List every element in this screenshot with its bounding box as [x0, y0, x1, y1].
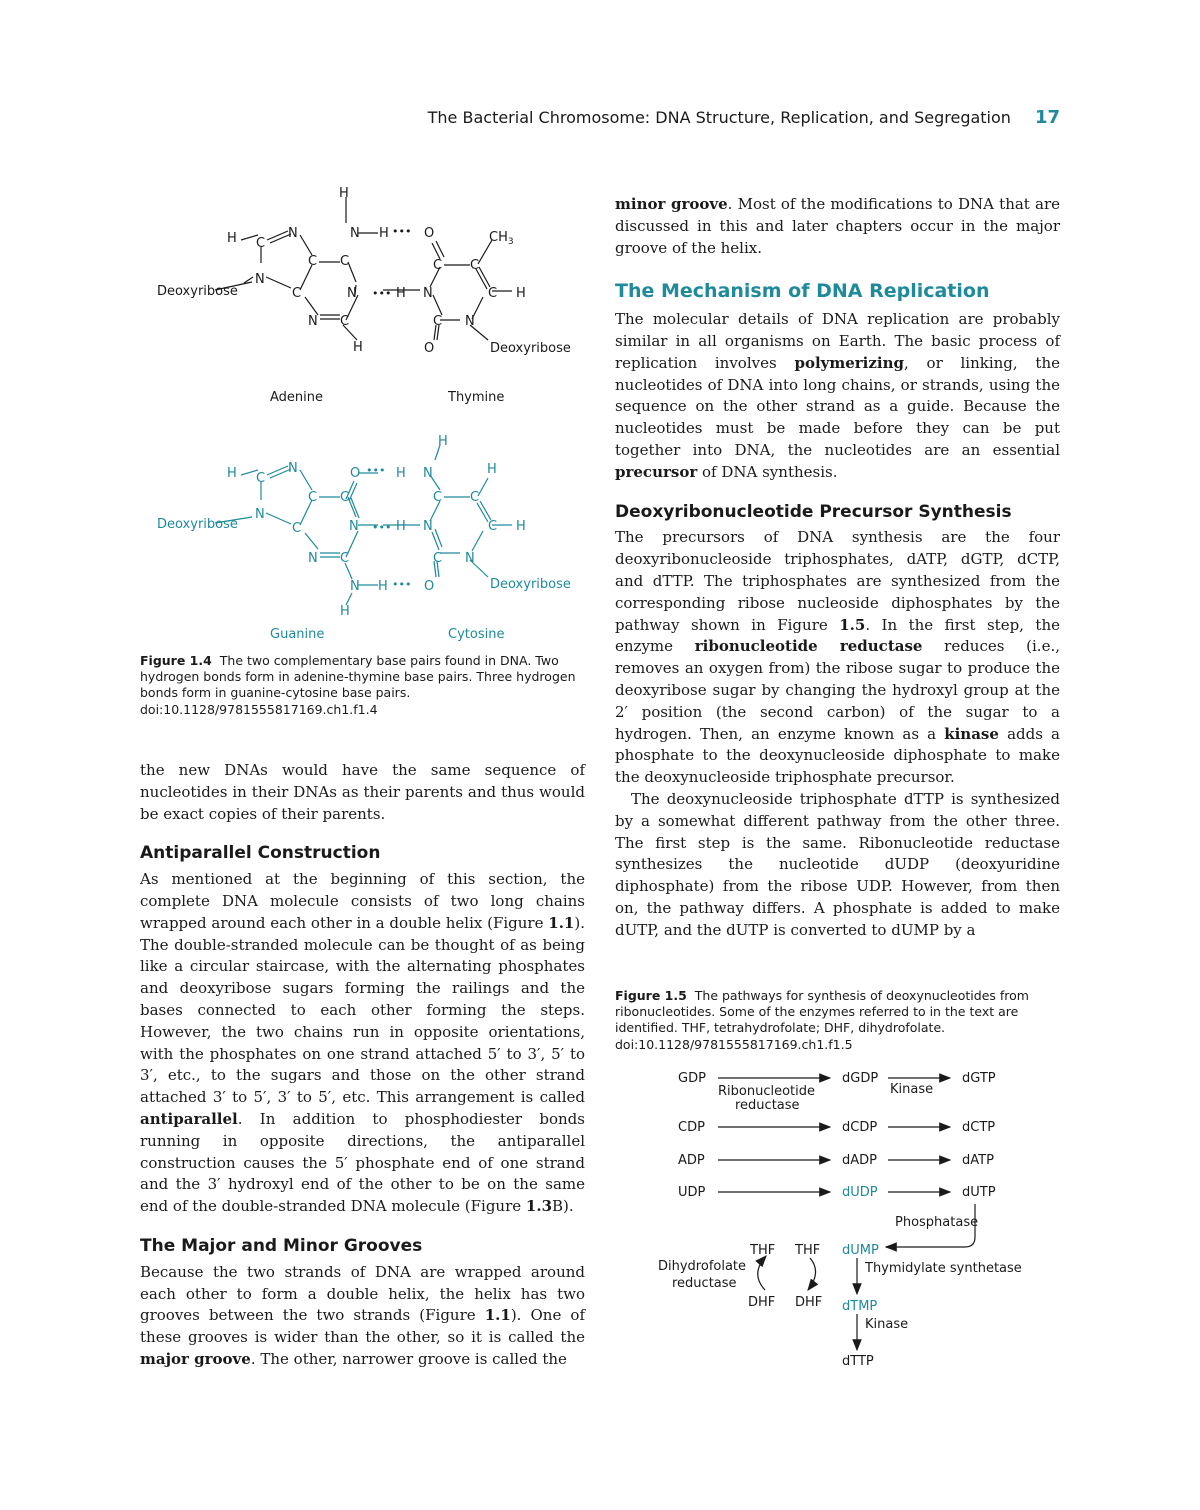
atom-h: H	[227, 466, 237, 481]
atom-n: N	[350, 579, 360, 594]
atom-h: H	[516, 286, 526, 301]
cdp-label: CDP	[678, 1120, 705, 1135]
enzyme-label: reductase	[735, 1098, 800, 1113]
atom-n: N	[465, 314, 475, 329]
caption-text: The two complementary base pairs found in DNA. Two hydrogen bonds form in adenine-thymine base pairs. Three hydrogen bonds form in guanine-cytosine base pairs.	[140, 653, 576, 701]
atom-n: N	[308, 551, 318, 566]
gdp-label: GDP	[678, 1071, 706, 1086]
enzyme-label: Thymidylate synthetase	[865, 1261, 1022, 1276]
figure-1-5-pathway	[640, 1062, 1060, 1372]
dtmp-label: dTMP	[842, 1299, 878, 1314]
enzyme-label: reductase	[672, 1276, 737, 1291]
atom-c: C	[488, 286, 498, 301]
paragraph: As mentioned at the beginning of this section, the complete DNA molecule consists of two long chains wrapped around each other in a double helix (Figure 1.1). The double-stranded molecule can be thought of as being like a circular staircase, with the alternating phosphates and deoxyribose sugars forming the railings and the bases connected to each other forming the steps. However, the two chains run in opposite orientations, with the phosphates on one strand attached 5′ to 3′, 5′ to 3′, etc., to the sugars and those on the other strand attached 3′ to 5′, 3′ to 5′, etc. This arrangement is called antiparallel. In addition to phosphodiester bonds running in opposite directions, the antiparallel construction causes the 5′ phosphate end of one strand and the 3′ hydroxyl end of the other to be on the same end of the double-stranded DNA molecule (Figure 1.3B).	[140, 870, 585, 1216]
atom-c: C	[433, 551, 443, 566]
atom-n: N	[255, 272, 265, 287]
atom-h: H	[378, 579, 388, 594]
figure-1-5-caption	[615, 988, 1060, 1053]
atom-ch3: $CH_3$	[489, 230, 514, 247]
atom-c: C	[308, 490, 318, 505]
datp-label: dATP	[962, 1153, 994, 1168]
thf-label: THF	[795, 1243, 821, 1258]
hbond-dots: •••	[372, 287, 392, 300]
hbond-dots: •••	[392, 578, 412, 591]
atom-o: O	[424, 579, 435, 594]
deoxyribose-label: Deoxyribose	[490, 577, 571, 592]
atom-c: C	[256, 471, 266, 486]
adenine-label: Adenine	[270, 390, 324, 405]
at-atoms	[157, 186, 571, 405]
section-heading: Deoxyribonucleotide Precursor Synthesis	[615, 501, 1012, 522]
paragraph: The precursors of DNA synthesis are the four deoxyribonucleoside triphosphates, dATP, dGTP, dCTP, and dTTP. The triphosphates are synthesized from the corresponding ribose nucleoside diphosphates by the pathway shown in Figure 1.5. In the first step, the enzyme ribonucleotide reductase reduces (i.e., removes an oxygen from) the ribose sugar to produce the deoxyribose sugar by changing the hydroxyl group at the 2′ position (the second carbon) of the sugar to a hydrogen. Then, an enzyme known as a kinase adds a phosphate to the deoxynucleoside diphosphate to make the deoxynucleoside triphosphate precursor.	[615, 528, 1060, 787]
enzyme-label: Phosphatase	[895, 1215, 979, 1230]
caption-doi: doi:10.1128/9781555817169.ch1.f1.4	[140, 701, 378, 717]
atom-n: N	[465, 551, 475, 566]
enzyme-label: Dihydrofolate	[658, 1259, 747, 1274]
udp-label: UDP	[678, 1185, 706, 1200]
atom-h: H	[396, 466, 406, 481]
atom-c: C	[488, 519, 498, 534]
running-title: The Bacterial Chromosome: DNA Structure, Replication, and Segregation	[427, 107, 1011, 127]
enzyme-label: Kinase	[865, 1317, 909, 1332]
atom-c: C	[340, 551, 350, 566]
paragraph: The molecular details of DNA replication are probably similar in all organisms on Earth. The basic process of replication involves polymerizing, or linking, the nucleotides of DNA into long chains, or strands, using the sequence on the other strand as a guide. Because the nucleotides must be made before they can be put together into DNA, the nucleotides are an essential precursor of DNA synthesis.	[615, 310, 1061, 481]
atom-n: N	[308, 314, 318, 329]
figure-label: Figure 1.4	[140, 653, 212, 668]
atom-h: H	[396, 286, 406, 301]
dctp-label: dCTP	[962, 1120, 996, 1135]
dhf-label: DHF	[748, 1295, 776, 1310]
paragraph: minor groove. Most of the modifications to DNA that are discussed in this and later chapters occur in the major groove of the helix.	[615, 195, 1060, 257]
atom-o: O	[424, 341, 435, 356]
atom-n: N	[423, 466, 433, 481]
atom-h: H	[340, 604, 350, 619]
atom-c: C	[433, 314, 443, 329]
left-column	[140, 760, 585, 1371]
dump-label: dUMP	[842, 1243, 879, 1258]
paragraph: The deoxynucleoside triphosphate dTTP is synthesized by a somewhat different pathway from the other three. The first step is the same. Ribonucleotide reductase synthesizes the nucleotide dUDP (deoxyuridine diphosphate) from the ribose UDP. However, from then on, the pathway differs. A phosphate is added to make dUTP, and the dUTP is converted to dUMP by a	[615, 789, 1060, 939]
enzyme-label: Ribonucleotide	[718, 1084, 815, 1099]
atom-c: C	[340, 314, 350, 329]
section-heading: The Mechanism of DNA Replication	[615, 280, 990, 303]
caption-text: The pathways for synthesis of deoxynucleotides from ribonucleotides. Some of the enzymes referred to in the text are identified. THF, tetrahydrofolate; DHF, dihydrofolate.	[615, 988, 1029, 1036]
atom-h: H	[353, 340, 363, 355]
atom-c: C	[292, 521, 302, 536]
dcdp-label: dCDP	[842, 1120, 878, 1135]
figure-1-4-caption	[140, 653, 590, 718]
cytosine-label: Cytosine	[448, 627, 505, 642]
atom-c: C	[340, 490, 350, 505]
atom-c: C	[308, 254, 318, 269]
atom-h: H	[339, 186, 349, 201]
atom-c: C	[340, 254, 350, 269]
enzyme-label: Kinase	[890, 1082, 934, 1097]
atom-n: N	[347, 286, 357, 301]
atom-c: C	[256, 236, 266, 251]
atom-h: H	[396, 519, 406, 534]
dadp-label: dADP	[842, 1153, 877, 1168]
hbond-dots: •••	[366, 464, 386, 477]
atom-o: O	[424, 226, 435, 241]
atom-h: H	[516, 519, 526, 534]
dhf-label: DHF	[795, 1295, 823, 1310]
atom-n: N	[349, 519, 359, 534]
section-heading: Antiparallel Construction	[140, 843, 381, 864]
right-column	[615, 194, 1060, 942]
dttp-label: dTTP	[842, 1354, 874, 1369]
dutp-label: dUTP	[962, 1185, 996, 1200]
atom-h: H	[487, 462, 497, 477]
gc-atoms	[157, 434, 571, 642]
guanine-label: Guanine	[270, 627, 325, 642]
atom-n: N	[423, 519, 433, 534]
thf-label: THF	[750, 1243, 776, 1258]
deoxyribose-label: Deoxyribose	[490, 341, 571, 356]
atom-c: C	[470, 490, 480, 505]
atom-c: C	[433, 490, 443, 505]
deoxyribose-label: Deoxyribose	[157, 284, 238, 299]
hbond-dots: •••	[372, 521, 392, 534]
atom-n: N	[288, 461, 298, 476]
hbond-dots: •••	[392, 225, 412, 238]
figure-label: Figure 1.5	[615, 988, 687, 1003]
atom-c: C	[470, 258, 480, 273]
gc-bonds	[215, 445, 512, 605]
atom-h: H	[379, 226, 389, 241]
atom-h: H	[438, 434, 448, 449]
atom-n: N	[423, 286, 433, 301]
atom-n: N	[255, 507, 265, 522]
caption-doi: doi:10.1128/9781555817169.ch1.f1.5	[615, 1036, 853, 1052]
pathway-labels	[658, 1071, 1022, 1369]
figure-1-4-base-pairs	[140, 185, 590, 650]
atom-n: N	[350, 226, 360, 241]
atom-n: N	[288, 226, 298, 241]
dgtp-label: dGTP	[962, 1071, 996, 1086]
dgdp-label: dGDP	[842, 1071, 879, 1086]
adp-label: ADP	[678, 1153, 705, 1168]
atom-h: H	[227, 231, 237, 246]
atom-o: O	[350, 466, 361, 481]
deoxyribose-label: Deoxyribose	[157, 517, 238, 532]
atom-c: C	[433, 258, 443, 273]
thymine-label: Thymine	[448, 390, 505, 405]
section-heading: The Major and Minor Grooves	[140, 1235, 423, 1256]
atom-c: C	[292, 286, 302, 301]
running-head	[380, 104, 1060, 130]
dudp-label: dUDP	[842, 1185, 878, 1200]
page-number: 17	[1034, 106, 1060, 128]
paragraph: the new DNAs would have the same sequence of nucleotides in their DNAs as their parents and thus would be exact copies of their parents.	[140, 761, 585, 823]
paragraph: Because the two strands of DNA are wrapped around each other to form a double helix, the helix has two grooves between the two strands (Figure 1.1). One of these grooves is wider than the other, so it is called the major groove. The other, narrower groove is called the	[140, 1262, 585, 1368]
